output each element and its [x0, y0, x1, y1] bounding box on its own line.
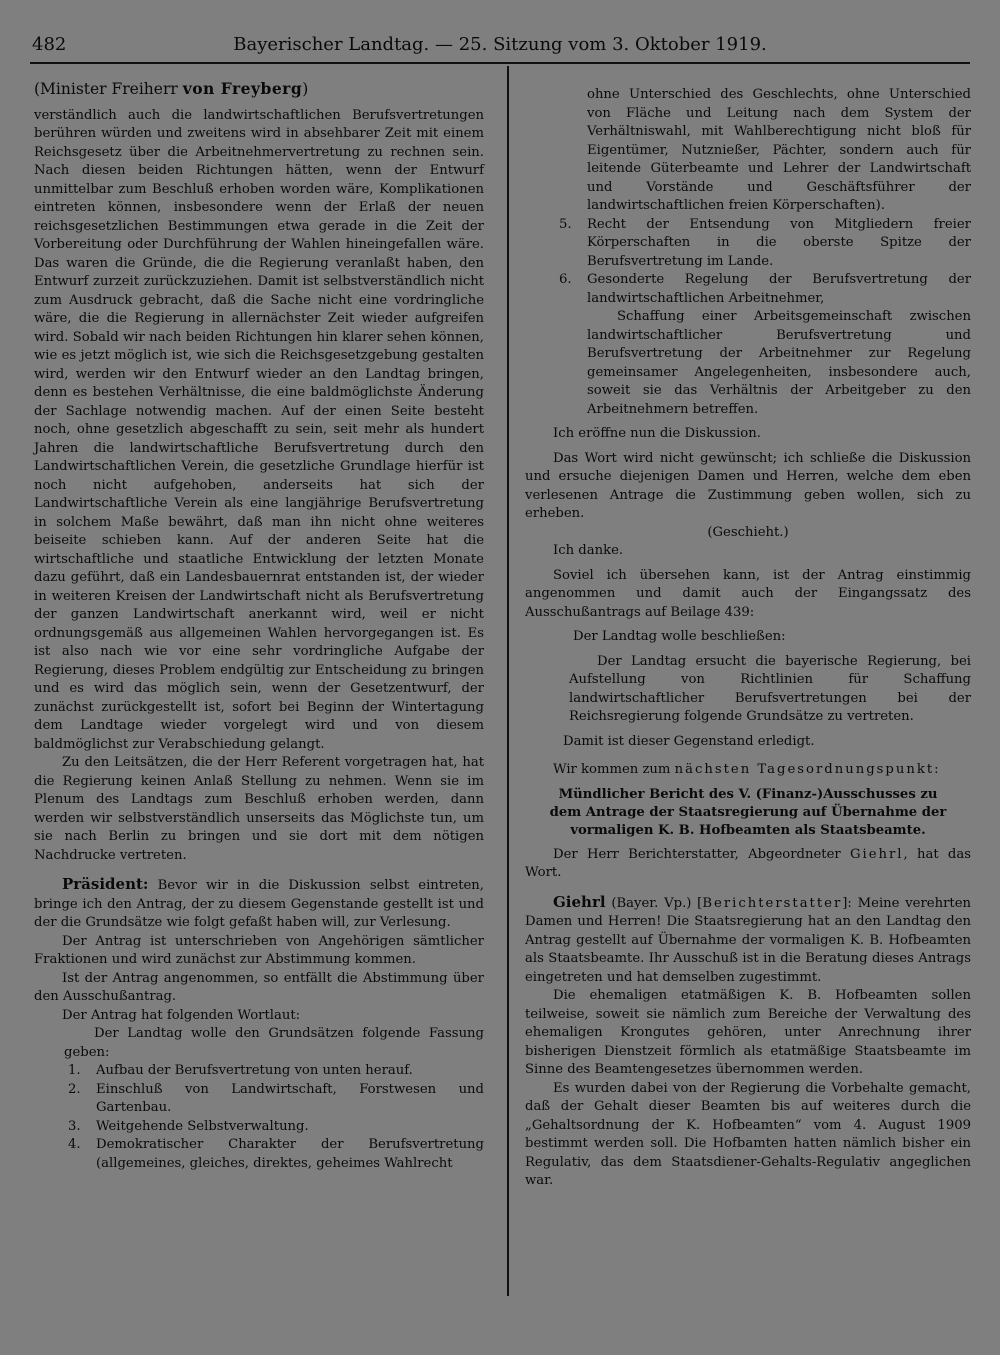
motion-quote: Der Landtag ersucht die bayerische Regierung, bei Aufstellung von Richtlinien für Schaffung landwirtschaftlicher Berufsvertretungen bei der Reichsregierung folgende Grundsätze zu vertreten.	[569, 653, 971, 724]
paragraph: Ich danke.	[553, 543, 624, 558]
list-item	[60, 1062, 484, 1081]
list-number: 1.	[68, 1063, 81, 1078]
list-text: Aufbau der Berufsvertretung von unten herauf.	[96, 1063, 413, 1078]
list-text: Einschluß von Landwirtschaft, Forstwesen und Gartenbau.	[96, 1081, 484, 1115]
page-header	[30, 30, 970, 60]
paragraph	[525, 761, 971, 780]
list-item	[60, 1081, 484, 1118]
list-text: Demokratischer Charakter der Berufsvertretung (allgemeines, gleiches, direktes, geheimes Wahlrecht	[96, 1137, 484, 1171]
paragraph-text: ]: Meine verehrten Damen und Herren! Die Staatsregierung hat an den Landtag den Antrag gestellt auf Übernahme der vormaligen K. B. Hofbeamten als Staatsbeamte. Ihr Ausschuß ist in die Beratung dieses Antrags eingetreten und hat demselben zugestimmt.	[525, 895, 971, 985]
paragraph	[525, 893, 971, 988]
paragraph-text: , hat das Wort.	[525, 846, 971, 880]
minister-name: von Freyberg	[182, 79, 303, 98]
speaker-name: Giehrl	[553, 892, 606, 911]
motion-list-continued	[525, 216, 971, 309]
speaker-name: Präsident:	[62, 875, 149, 893]
paragraph	[34, 875, 484, 933]
page-number: 482	[32, 34, 67, 55]
paragraph-text: (Bayer. Vp.) [	[605, 895, 703, 911]
column-divider	[507, 66, 509, 1296]
paragraph: Es wurden dabei von der Regierung die Vorbehalte gemacht, daß der Gehalt dieser Beamten bis auf weiteres durch die „Gehaltsordnung der K. Hofbeamten“ vom 4. August 1909 bestimmt werden soll. Die Hofbamten hatten nämlich bisher ein Regulativ, das dem Staatsdiener-Gehalts-Regulativ angeglichen war.	[525, 1080, 971, 1188]
list-number: 6.	[559, 272, 572, 287]
speaker-continuation	[34, 80, 484, 99]
running-title: Bayerischer Landtag. — 25. Sitzung vom 3. Oktober 1919.	[233, 34, 767, 55]
minister-suffix: )	[302, 80, 309, 98]
motion-list	[34, 1062, 484, 1173]
speaker-reference: Giehrl	[849, 846, 904, 862]
paragraph-text: Bevor wir in die Diskussion selbst eintreten, bringe ich den Antrag, der zu diesem Gegenstande gestellt ist und der die Grundsätze wie folgt gefaßt haben will, zur Verlesung.	[34, 878, 484, 930]
list-item-continuation: ohne Unterschied des Geschlechts, ohne Unterschied von Fläche und Leitung nach dem System der Verhältniswahl, mit Wahlberechtigung nicht bloß für Eigentümer, Nutznießer, Pächter, sondern auch für leitende Güterbeamte und Lehrer der Landwirtschaft und Vorstände und Geschäftsführer der landwirtschaftlichen freien Körperschaften).	[587, 87, 971, 213]
list-text: Weitgehende Selbstverwaltung.	[96, 1118, 309, 1134]
paragraph: Zu den Leitsätzen, die der Herr Referent vorgetragen hat, hat die Regierung keinen Anlaß Stellung zu nehmen. Wenn sie im Plenum des Landtags zum Beschluß erhoben werden, dann werden wir selbstverständlich unserseits das Möglichste tun, um sie nach Berlin zu bringen und sie dort mit dem nötigen Nachdrucke vertreten.	[34, 755, 484, 863]
stage-direction: (Geschieht.)	[707, 524, 789, 540]
list-text: Recht der Entsendung von Mitgliedern freier Körperschaften in die oberste Spitze der Berufsvertretung im Lande.	[587, 216, 971, 269]
paragraph: Ist der Antrag angenommen, so entfällt die Abstimmung über den Ausschußantrag.	[34, 970, 484, 1004]
paragraph	[525, 846, 971, 883]
paragraph: Damit ist dieser Gegenstand erledigt.	[563, 733, 815, 749]
list-text: Gesonderte Regelung der Berufsvertretung der landwirtschaftlichen Arbeitnehmer,	[587, 272, 971, 306]
paragraph: Ich eröffne nun die Diskussion.	[553, 426, 761, 441]
right-column	[525, 86, 971, 1191]
paragraph: Der Landtag wolle beschließen:	[573, 629, 786, 644]
list-item	[60, 1136, 484, 1173]
list-item	[60, 1118, 484, 1137]
list-number: 5.	[559, 216, 572, 232]
paragraph: Die ehemaligen etatmäßigen K. B. Hofbeamten sollen teilweise, soweit sie nämlich zum Bereiche der Verwaltung des ehemaligen Krongutes gehören, unter Anrechnung ihrer bisherigen Dienstzeit förmlich als etatmäßige Staatsbeamte im Sinne des Beamtengesetzes übernommen werden.	[525, 988, 971, 1077]
paragraph: verständlich auch die landwirtschaftlichen Berufsvertretungen berühren würden und zweitens wird in absehbarer Zeit mit einem Reichsgesetz über die Arbeitnehmervertretung zu rechnen sein. Nach diesen beiden Richtungen hätten, wenn der Entwurf unmittelbar zum Beschluß erhoben worden wäre, Komplikationen eintreten können, insbesondere wenn der Erlaß der neuen reichsgesetzlichen Bestimmungen etwa gerade in die Zeit der Vorbereitung oder Durchführung der Wahlen hineingefallen wäre. Das waren die Gründe, die die Regierung veranlaßt haben, den Entwurf zurzeit zurückzuziehen. Damit ist selbstverständlich nicht zum Ausdruck gebracht, daß die Sache nicht eine vordringliche wäre, die die Regierung in allernächster Zeit wieder aufgreifen wird. Sobald wir nach beiden Richtungen hin klarer sehen können, wie es jetzt möglich ist, wie sich die Reichsgesetzgebung gestalten wird, werden wir den Entwurf wieder an den Landtag bringen, denn es bestehen Verhältnisse, die eine baldmöglichste Änderung der Sachlage notwendig machen. Auf der einen Seite besteht noch, ohne gesetzlich abgeschafft zu sein, seit mehr als hundert Jahren die landwirtschaftliche Berufsvertretung durch den Landwirtschaftlichen Verein, die gesetzliche Grundlage hierfür ist noch nicht aufgehoben, anderseits hat sich der Landwirtschaftliche Verein als eine langjährige Berufsvertretung in solchem Maße bewährt, daß man ihn nicht ohne weiteres beiseite schieben kann. Auf der anderen Seite hat die wirtschaftliche und staatliche Entwicklung der letzten Monate dazu geführt, daß ein Landesbauernrat entstanden ist, der wieder in weiteren Kreisen der Landwirtschaft nicht als Berufsvertretung der ganzen Landwirtschaft anerkannt wird, weil er nicht ordnungsgemäß aus allgemeinen Wahlen hervorgegangen ist. Es ist also nach wie vor eine sehr vordringliche Aufgabe der Regierung, dieses Problem endgültig zur Entscheidung zu bringen und es wird das möglich sein, wenn der Gesetzentwurf, der zunächst zurückgestellt ist, sofort bei Beginn der Wintertagung dem Landtage wieder vorgelegt wird und von diesem baldmöglichst zur Verabschiedung gelangt.	[34, 107, 484, 752]
motion-intro: Der Landtag wolle den Grundsätzen folgende Fassung geben:	[64, 1026, 484, 1060]
left-column	[34, 80, 484, 1173]
paragraph: Soviel ich übersehen kann, ist der Antrag einstimmig angenommen und damit auch der Eingangssatz des Ausschußantrags auf Beilage 439:	[525, 567, 971, 620]
header-rule	[30, 62, 970, 64]
paragraph: Das Wort wird nicht gewünscht; ich schließe die Diskussion und ersuche diejenigen Damen und Herren, welche dem eben verlesenen Antrage die Zustimmung geben wollen, sich zu erheben.	[525, 450, 971, 521]
paragraph-text: Wir kommen zum	[553, 762, 675, 777]
paragraph: Der Antrag hat folgenden Wortlaut:	[62, 1007, 301, 1023]
agenda-heading: Mündlicher Bericht des V. (Finanz-)Ausschusses zu dem Antrage der Staatsregierung auf Übernahme der vormaligen K. B. Hofbeamten als Staatsbeamte.	[549, 786, 947, 838]
paragraph-text: Der Herr Berichterstatter, Abgeordneter	[553, 846, 850, 862]
list-number: 3.	[68, 1118, 81, 1134]
paragraph: Der Antrag ist unterschrieben von Angehörigen sämtlicher Fraktionen und wird zunächst zur Abstimmung kommen.	[34, 933, 484, 967]
list-number: 2.	[68, 1081, 81, 1097]
minister-prefix: (Minister Freiherr	[34, 80, 183, 98]
list-item	[551, 271, 971, 308]
list-item	[551, 216, 971, 272]
speaker-role: Berichterstatter	[702, 895, 843, 911]
agenda-label: nächsten Tagesordnungspunkt:	[674, 762, 941, 777]
list-item-continuation: Schaffung einer Arbeitsgemeinschaft zwischen landwirtschaftlicher Berufsvertretung und Berufsvertretung der Arbeitnehmer zur Regelung gemeinsamer Angelegenheiten, insbesondere auch, soweit sie das Verhältnis der Arbeitgeber zu den Arbeitnehmern betreffen.	[587, 309, 971, 417]
list-number: 4.	[68, 1137, 81, 1152]
